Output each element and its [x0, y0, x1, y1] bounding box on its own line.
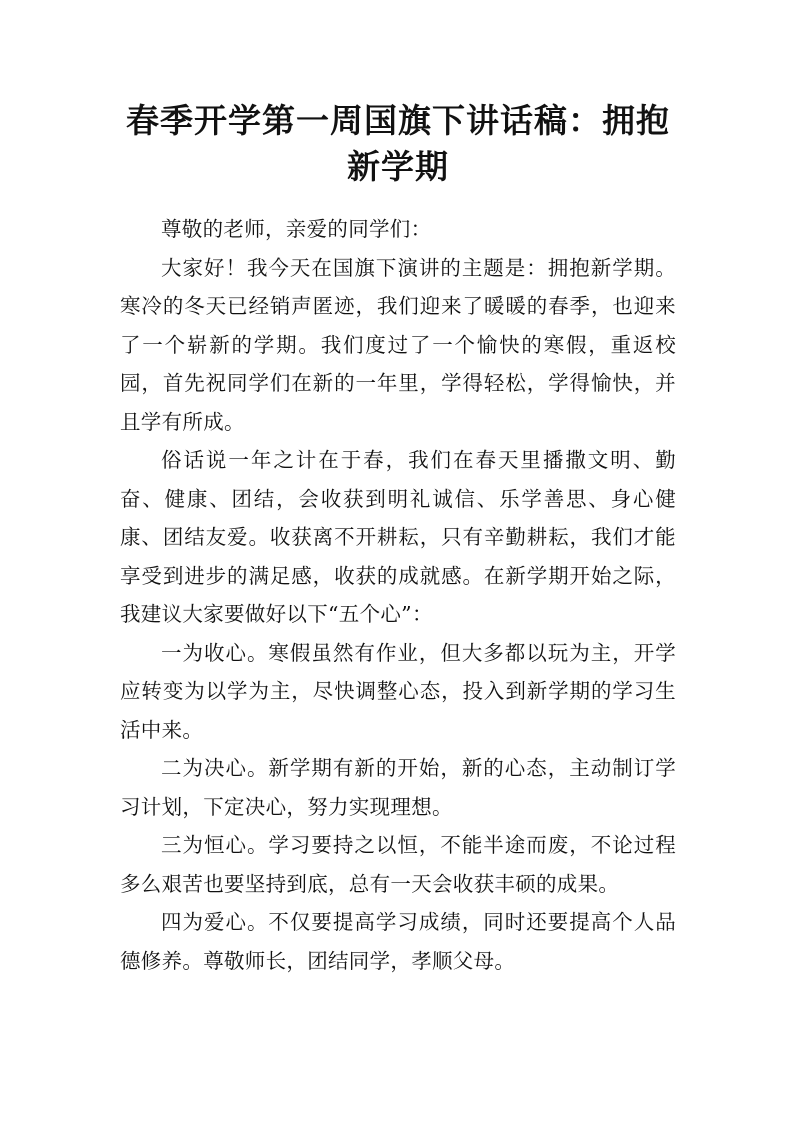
salutation-paragraph: 尊敬的老师，亲爱的同学们：: [161, 217, 432, 241]
document-title: 春季开学第一周国旗下讲话稿：拥抱新学期: [126, 101, 670, 186]
intro-paragraph: 大家好！我今天在国旗下演讲的主题是：拥抱新学期。寒冷的冬天已经销声匿迹，我们迎来了暖暖的春季，也迎来了一个崭新的学期。我们度过了一个愉快的寒假，重返校园，首先祝同学们在新的一年里，学得轻松，学得愉快，并且学有所成。: [120, 255, 676, 434]
point-one-paragraph: 一为收心。寒假虽然有作业，但大多都以玩为主，开学应转变为以学为主，尽快调整心态，投入到新学期的学习生活中来。: [120, 640, 676, 742]
point-four-paragraph: 四为爱心。不仅要提高学习成绩，同时还要提高个人品德修养。尊敬师长，团结同学，孝顺父母。: [120, 910, 676, 973]
point-three-paragraph: 三为恒心。学习要持之以恒，不能半途而废，不论过程多么艰苦也要坚持到底，总有一天会收获丰硕的成果。: [120, 833, 676, 896]
point-two-paragraph: 二为决心。新学期有新的开始，新的心态，主动制订学习计划，下定决心，努力实现理想。: [120, 756, 676, 819]
proverb-paragraph: 俗话说一年之计在于春，我们在春天里播撒文明、勤奋、健康、团结，会收获到明礼诚信、乐学善思、身心健康、团结友爱。收获离不开耕耘，只有辛勤耕耘，我们才能享受到进步的满足感，收获的成就感。在新学期开始之际，我建议大家要做好以下“五个心”：: [120, 448, 676, 626]
